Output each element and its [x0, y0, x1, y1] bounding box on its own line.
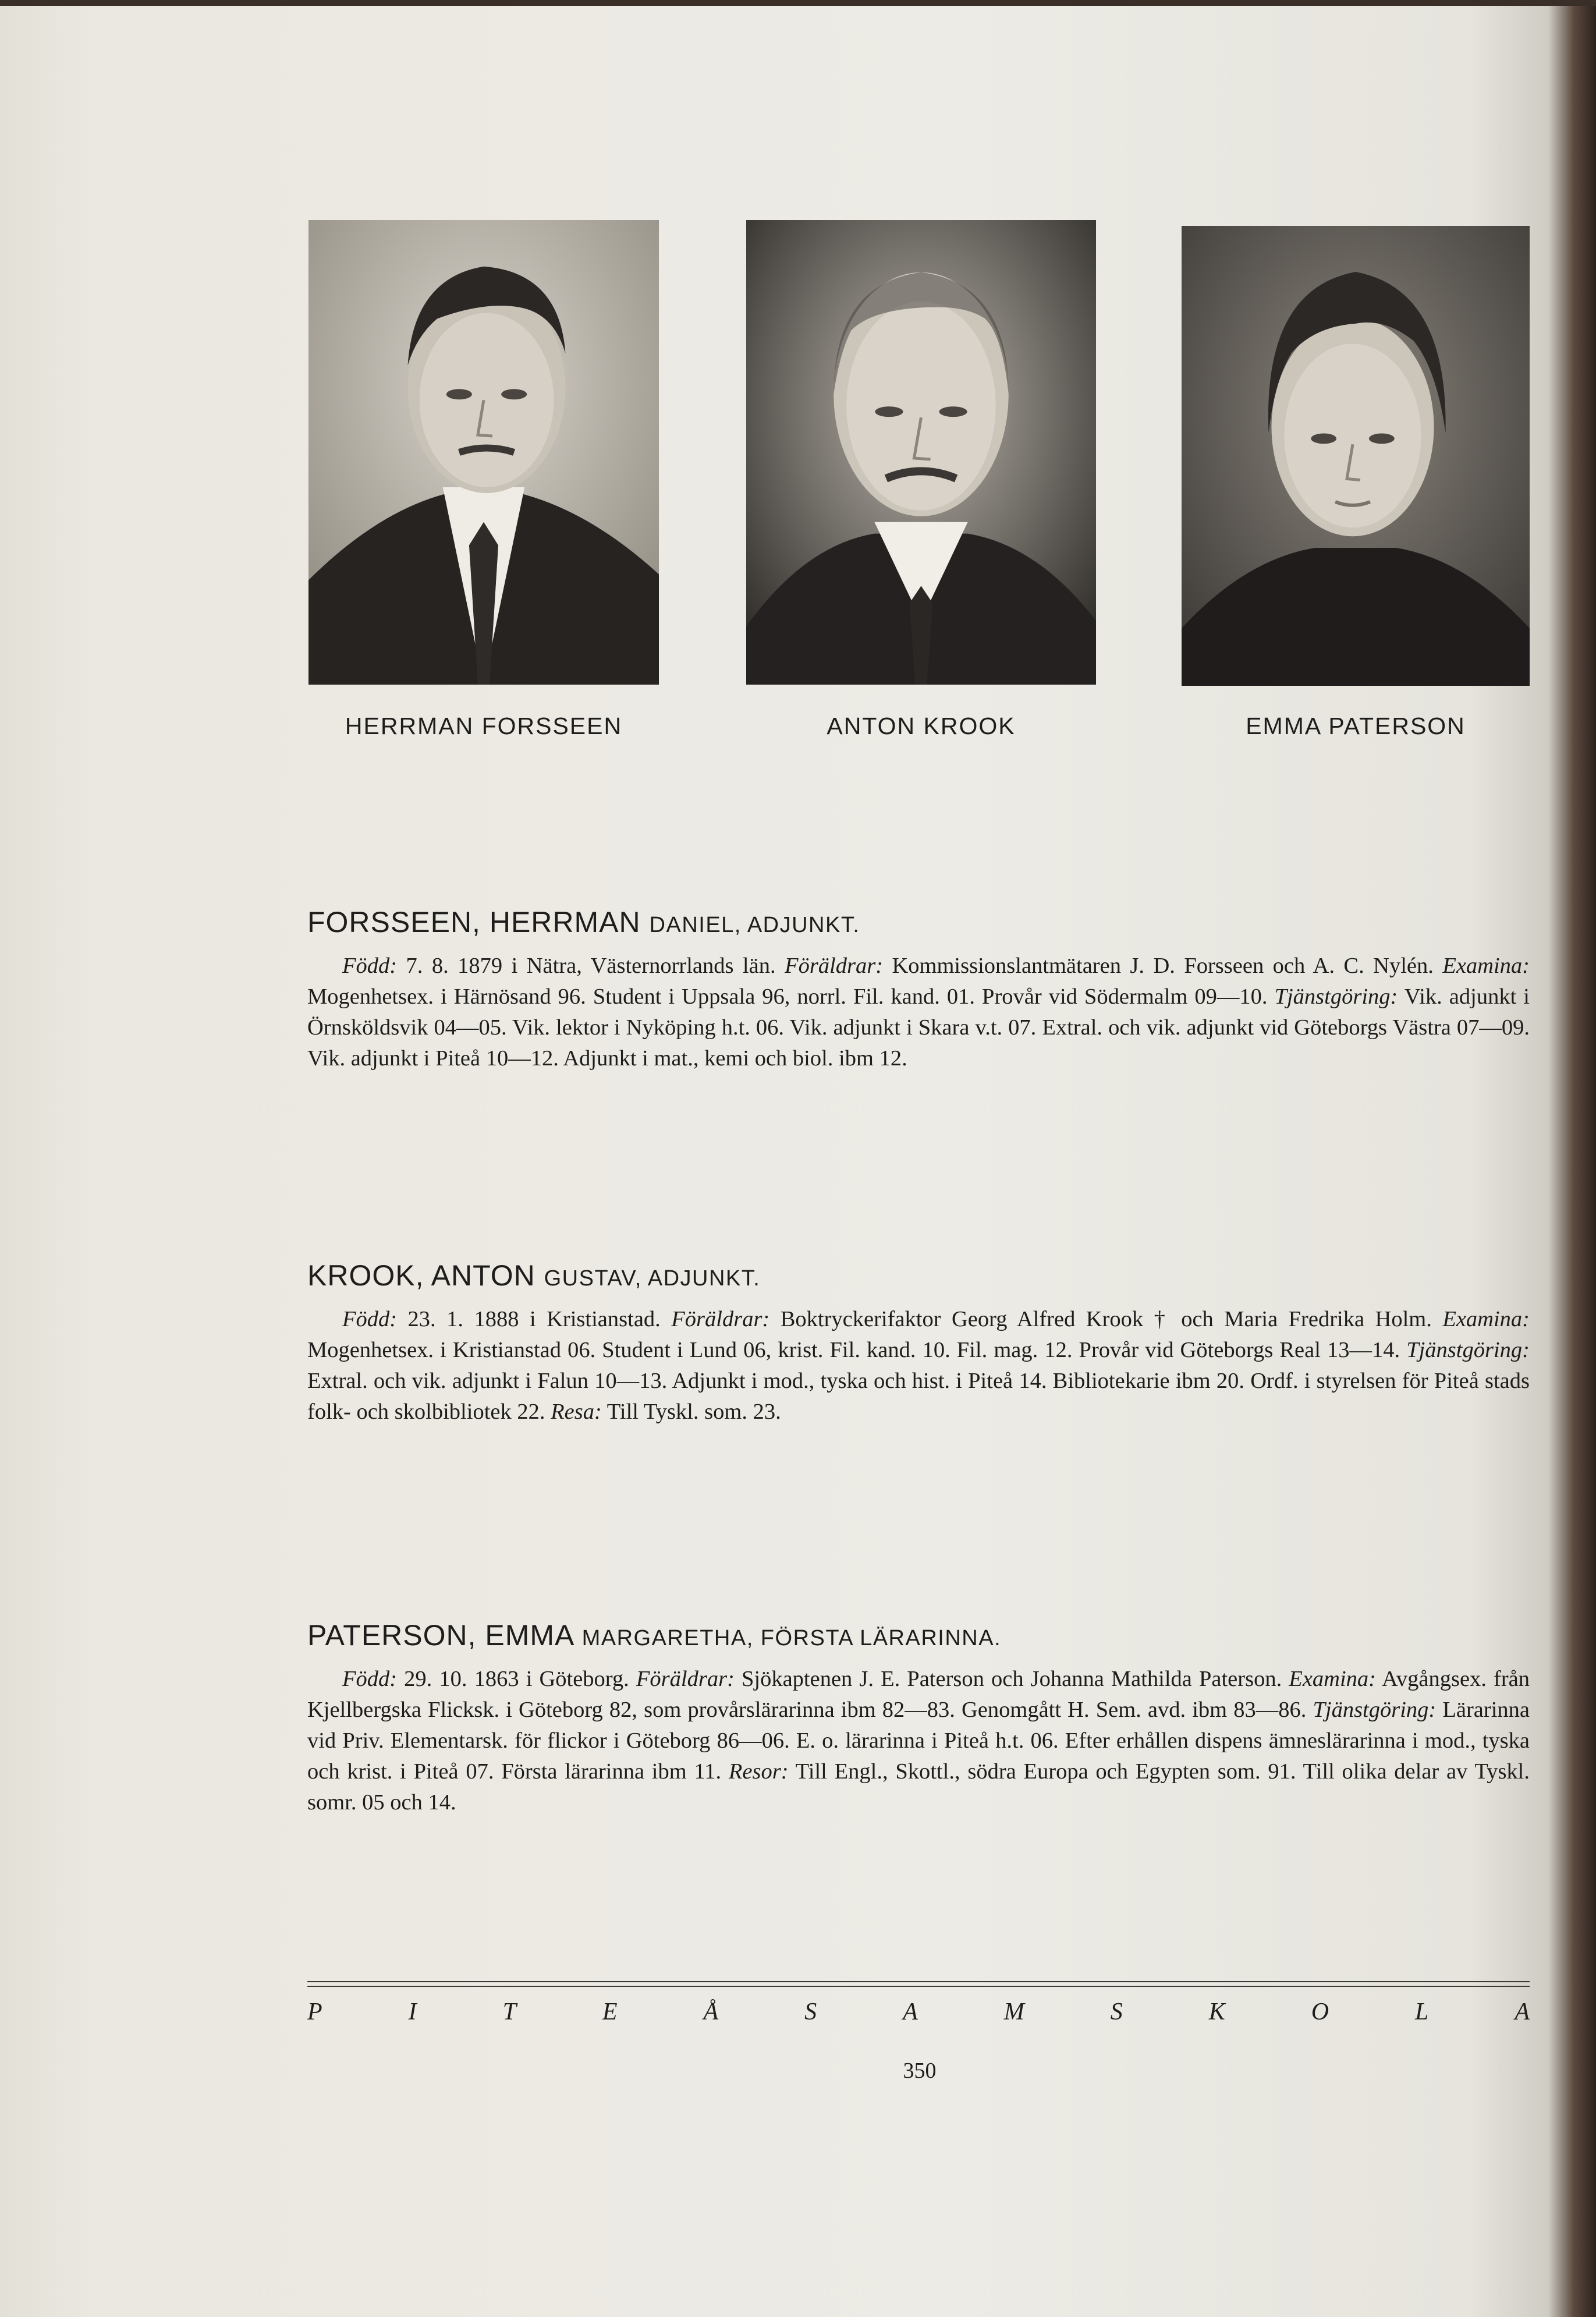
portrait-emma-paterson	[1182, 226, 1530, 686]
field-value: Extral. och vik. adjunkt i Falun 10—13. Adjunkt i mod., tyska och hist. i Piteå 14. Bibliotekarie ibm 20. Ordf. i styrelsen för Piteå stads folk- och skolbibliotek 22.	[307, 1369, 1530, 1424]
footer-letter: L	[1415, 1999, 1429, 2025]
field-label: Examina:	[1289, 1667, 1376, 1691]
field-label: Examina:	[1442, 954, 1530, 978]
field-label: Resa:	[551, 1400, 602, 1424]
footer-letter: S	[1110, 1999, 1123, 2025]
biography-entry-krook	[307, 1259, 1530, 1427]
footer-letter: A	[1515, 1999, 1530, 2025]
portrait-caption: EMMA PATERSON	[1246, 713, 1466, 739]
footer-letter: P	[307, 1999, 322, 2025]
entry-title: DANIEL, ADJUNKT.	[649, 913, 860, 937]
field-value: Mogenhetsex. i Kristianstad 06. Student i Lund 06, krist. Fil. kand. 10. Fil. mag. 12. Provår vid Göteborgs Real 13—14.	[307, 1338, 1407, 1362]
entry-text	[307, 951, 1530, 1074]
field-label: Född:	[342, 954, 398, 978]
field-value: Kommissionslantmätaren J. D. Forsseen och A. C. Nylén.	[883, 954, 1443, 978]
portrait-anton-krook	[746, 220, 1096, 685]
footer-letter: M	[1003, 1999, 1024, 2025]
footer-letter: E	[602, 1999, 618, 2025]
portrait-herrman-forsseen	[308, 220, 659, 685]
entry-title: MARGARETHA, FÖRSTA LÄRARINNA.	[581, 1626, 1002, 1650]
footer-letter: I	[408, 1999, 417, 2025]
field-value: 7. 8. 1879 i Nätra, Västernorrlands län.	[397, 954, 785, 978]
footer-letter: O	[1311, 1999, 1329, 2025]
field-value: Boktryckerifaktor Georg Alfred Krook † och Maria Fredrika Holm.	[769, 1307, 1443, 1331]
footer-letter: K	[1208, 1999, 1225, 2025]
footer-letter: A	[903, 1999, 918, 2025]
running-footer-title	[307, 1998, 1530, 2026]
entry-text	[307, 1304, 1530, 1427]
entry-heading	[307, 905, 1530, 939]
footer-rule	[307, 1981, 1530, 1982]
entry-name: PATERSON, EMMA	[307, 1619, 573, 1652]
portrait-caption: ANTON KROOK	[827, 713, 1016, 739]
entry-title: GUSTAV, ADJUNKT.	[544, 1266, 761, 1291]
entry-text	[307, 1664, 1530, 1818]
field-value: 29. 10. 1863 i Göteborg.	[397, 1667, 636, 1691]
page-top-edge	[0, 0, 1596, 6]
footer-rule	[307, 1986, 1530, 1987]
field-value: Lärarinna vid Priv. Elementarsk. för flickor i Göteborg 86—06. E. o. lärarinna i Piteå h.t. 06. Efter erhållen dispens ämneslärarinna i mod., tyska och krist. i Piteå 07. Första lärarinna ibm 11.	[307, 1698, 1530, 1784]
field-value: Vik. adjunkt i Örnsköldsvik 04—05. Vik. lektor i Nyköping h.t. 06. Vik. adjunkt i Skara v.t. 07. Extral. och vik. adjunkt vid Göteborgs Västra 07—09. Vik. adjunkt i Piteå 10—12. Adjunkt i mat., kemi och biol. ibm 12.	[307, 984, 1530, 1071]
field-label: Resor:	[728, 1759, 789, 1784]
biography-entry-paterson	[307, 1618, 1530, 1818]
footer-letter: Å	[703, 1999, 719, 2025]
portrait-caption: HERRMAN FORSSEEN	[345, 713, 623, 739]
field-label: Föräldrar:	[636, 1667, 735, 1691]
entry-name: FORSSEEN, HERRMAN	[307, 906, 641, 938]
entry-heading	[307, 1259, 1530, 1292]
field-value: 23. 1. 1888 i Kristianstad.	[397, 1307, 672, 1331]
field-label: Föräldrar:	[785, 954, 884, 978]
field-label: Examina:	[1442, 1307, 1530, 1331]
field-label: Född:	[342, 1667, 398, 1691]
field-label: Tjänstgöring:	[1313, 1698, 1437, 1722]
page-number: 350	[903, 2059, 937, 2083]
field-value: Mogenhetsex. i Härnösand 96. Student i Uppsala 96, norrl. Fil. kand. 01. Provår vid Södermalm 09—10.	[307, 984, 1275, 1009]
field-label: Tjänstgöring:	[1406, 1338, 1530, 1362]
field-value: Till Engl., Skottl., södra Europa och Egypten som. 91. Till olika delar av Tyskl. somr. 05 och 14.	[307, 1759, 1530, 1815]
field-value: Avgångsex. från Kjellbergska Flicksk. i Göteborg 82, som provårslärarinna ibm 82—83. Genomgått H. Sem. avd. ibm 83—86.	[307, 1667, 1530, 1722]
field-value: Sjökaptenen J. E. Paterson och Johanna Mathilda Paterson.	[734, 1667, 1289, 1691]
field-label: Föräldrar:	[671, 1307, 770, 1331]
entry-name: KROOK, ANTON	[307, 1259, 535, 1292]
field-label: Född:	[342, 1307, 398, 1331]
biography-entry-forsseen	[307, 905, 1530, 1074]
footer-letter: S	[804, 1999, 817, 2025]
field-value: Till Tyskl. som. 23.	[601, 1400, 781, 1424]
entry-heading	[307, 1618, 1530, 1652]
field-label: Tjänstgöring:	[1274, 984, 1398, 1009]
footer-letter: T	[502, 1999, 516, 2025]
